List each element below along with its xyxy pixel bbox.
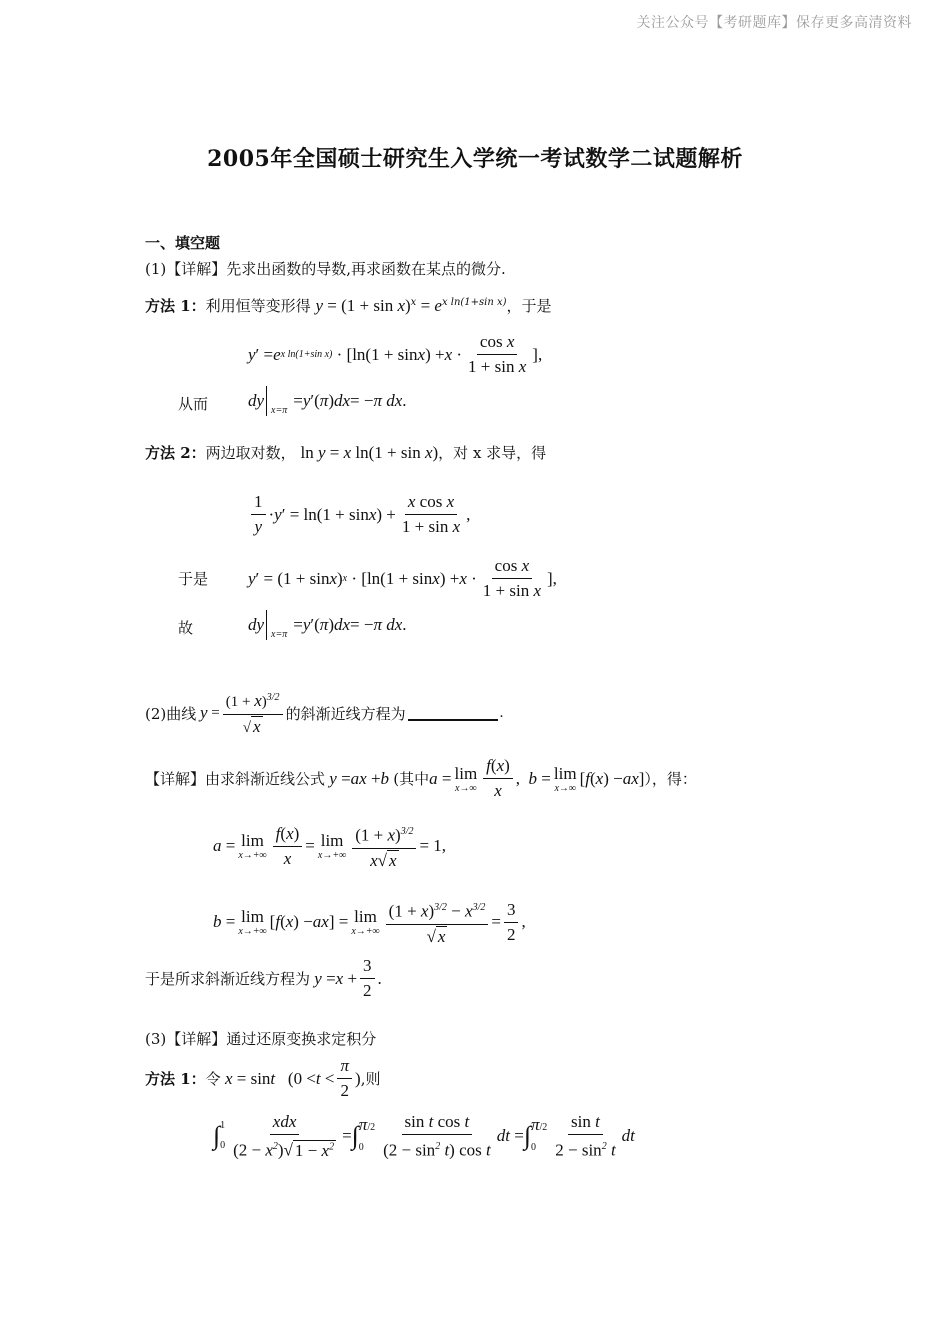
q1-yushi: 于是 xyxy=(178,570,209,588)
equation-b-limit: b = lim x→+∞ [ f ( x ) − ax ] = lim x→+∞ $\frac{(1 + x)^{3/2} - x^{3/2}}{√ x}$ = $\frac{3}{2}$ , xyxy=(213,899,526,946)
page-title: 2005年全国硕士研究生入学统一考试数学二试题解析 xyxy=(207,146,743,172)
watermark: 关注公众号【考研题库】保存更多高清资料 xyxy=(636,15,912,31)
q1-method1-line: 方法 1：利用恒等变形得 $y = (1 + \sin x)^x = e^{x ln(1+sin x)}$，于是 xyxy=(145,296,552,315)
q1-method2-label: 方法 2： xyxy=(145,444,206,462)
q2-detail-suffix: ），得： xyxy=(644,770,697,788)
q3-method1-tail: ,则 xyxy=(360,1070,381,1088)
equation-differential-2: dy x=π = y ′( π ) dx = − π dx . xyxy=(248,610,407,640)
q1-method1-label: 方法 1： xyxy=(145,297,206,315)
q1-method2-tail: ，对 x 求导，得 xyxy=(438,444,547,462)
q2-stem: (2)曲线 y = $\frac{(1 + x)^{3/2}}{√ x}$ 的斜渐近线方程为 . xyxy=(145,688,503,738)
equation-integral: ∫ 1 0 $\frac{\text{xdx}}{(2 - x^2)√ 1 - x^2}$ = ∫ π/2 0 $\frac{\text{sin t cos t}}{(2 - \sin^2 t) \cos t}$ dt = ∫ π/2 0 $\frac{\text{sin t}}{2 - \sin^2 t}$ dt xyxy=(213,1112,635,1160)
q1-gu: 故 xyxy=(178,619,194,637)
equation-a-limit: a = lim x→+∞ $\frac{f(x)}{x}$ = lim x→+∞ $\frac{(1 + x)^{3/2}}{x√ x}$ = 1, xyxy=(213,823,447,870)
q1-method1-tail: ，于是 xyxy=(506,297,552,315)
equation-log-derivative: $\frac{1}{y}$ · y ′ = ln(1 + sin x ) + $\frac{\text{x cos x}}{\text{1 + sin x}}$ , xyxy=(248,492,470,537)
q3-method1-text: 令 xyxy=(205,1070,221,1088)
q2-conclusion-text: 于是所求斜渐近线方程为 xyxy=(145,970,311,988)
q3-method1-label: 方法 1： xyxy=(145,1070,206,1088)
equation-derivative-1: y ′ = e x ln(1+sin x) · [ln(1 + sin x ) + x · $\frac{\text{cos x}}{\text{1 + sin x}}$ ], xyxy=(248,332,543,376)
q2-detail-mid: (其中 xyxy=(393,770,430,788)
q1-method1-text: 利用恒等变形得 xyxy=(205,297,311,315)
q2-detail: 【详解】由求斜渐近线公式 y = ax + b (其中 a = lim x→∞ $\frac{f(x)}{x}$ , b = lim x→∞ [ f ( x ) − ax ] ），得： xyxy=(145,756,697,800)
q2-detail-prefix: 【详解】由求斜渐近线公式 xyxy=(145,770,326,788)
section-heading: 一、填空题 xyxy=(145,234,221,252)
equation-differential-1: dy x=π = y ′( π ) dx = − π dx . xyxy=(248,386,407,416)
q1-congcong: 从而 xyxy=(178,395,209,413)
q2-stem-suffix: 的斜渐近线方程为 xyxy=(285,704,406,723)
q3-method1: 方法 1： 令 x = sin t (0 < t < $\frac{\pi}{2}$ ) ,则 xyxy=(145,1056,381,1100)
q2-conclusion: 于是所求斜渐近线方程为 y = x + $\frac{3}{2}$ . xyxy=(145,956,382,1000)
q3-intro: (3)【详解】通过还原变换求定积分 xyxy=(145,1030,377,1048)
equation-derivative-2: y ′ = (1 + sin x ) x · [ln(1 + sin x ) + x · $\frac{\text{cos x}}{\text{1 + sin x}}$ ], xyxy=(248,556,557,600)
q1-method2-text: 两边取对数， xyxy=(205,444,296,462)
answer-blank xyxy=(408,705,498,721)
q2-stem-prefix: (2)曲线 xyxy=(145,704,197,723)
q1-method2-line: 方法 2：两边取对数， ln y = x ln(1 + sin x)，对 x 求导，得 xyxy=(145,443,547,462)
q1-intro: (1)【详解】先求出函数的导数,再求函数在某点的微分. xyxy=(145,260,506,278)
